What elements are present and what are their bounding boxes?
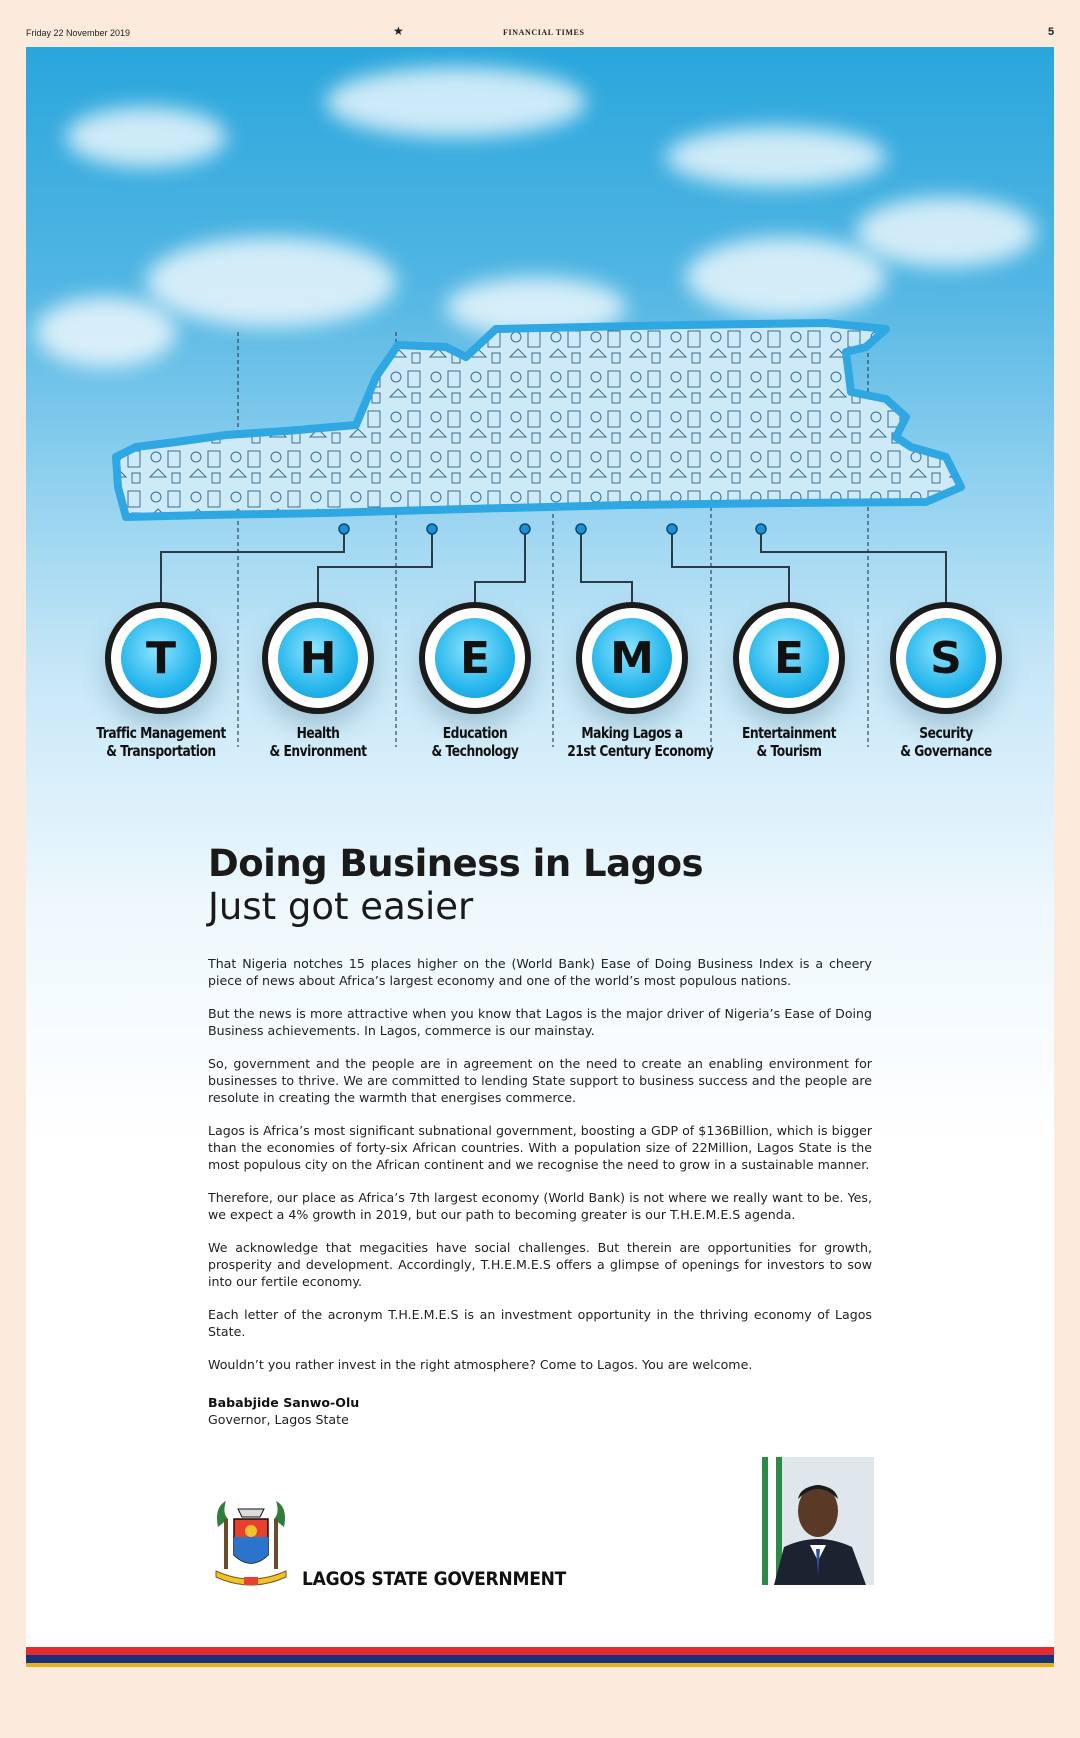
body-paragraph: Lagos is Africa’s most significant subnational government, boosting a GDP of $136Billion, which is bigger than the economies of forty-six African countries. With a population size of 22Million, Lagos State is the most populous city on the African continent and we recognise the need to grow in a sustainable manner. [208,1123,872,1172]
star-icon: ★ [393,24,404,38]
theme-label [253,724,383,760]
body-text [208,955,872,1389]
page-number: 5 [1048,26,1055,38]
stripe-yellow [26,1663,1054,1667]
body-paragraph: Each letter of the acronym T.H.E.M.E.S is an investment opportunity in the thriving economy of Lagos State. [208,1307,872,1339]
theme-label [881,724,1011,760]
theme-ring [105,602,217,714]
theme-label-line: Health [296,724,340,742]
signatory-name: Bababjide Sanwo-Olu [208,1395,360,1410]
theme-letter: S [930,632,962,684]
theme-letter: E [459,632,491,684]
headline: Doing Business in Lagos [208,842,704,885]
theme-letter: T [145,632,176,684]
theme-ring [733,602,845,714]
flag-stripes [26,1647,1054,1667]
theme-label-line: & Transportation [106,742,216,760]
signatory-title: Governor, Lagos State [208,1412,349,1427]
government-name: LAGOS STATE GOVERNMENT [302,1568,567,1590]
portrait-illustration [762,1457,874,1585]
theme-ring [262,602,374,714]
theme-label [410,724,540,760]
body-paragraph: Therefore, our place as Africa’s 7th largest economy (World Bank) is not where we really want to be. Yes, we expect a 4% growth in 2019, but our path to becoming greater is our T.H.E.M.E.S agenda. [208,1190,872,1222]
theme-label-line: Entertainment [741,724,836,742]
stripe-navy [26,1655,1054,1663]
theme-letter: E [773,632,805,684]
theme-letter: M [610,632,654,684]
theme-label-line: & Environment [269,742,367,760]
theme-label-line: & Tourism [756,742,822,760]
issue-date: Friday 22 November 2019 [26,28,131,38]
stripe-red [26,1647,1054,1655]
theme-label-line: Traffic Management [96,724,226,742]
theme-economy [553,602,714,760]
theme-traffic [82,602,240,760]
lagos-map-shape [116,323,961,517]
theme-label-line: Education [442,724,508,742]
theme-label-line: Security [919,724,973,742]
newspaper-name: FINANCIAL TIMES [503,28,585,37]
theme-label-line: Making Lagos a [581,724,683,742]
theme-label-line: & Governance [900,742,992,760]
theme-label [567,724,714,760]
theme-label [96,724,226,760]
theme-ring [576,602,688,714]
theme-letter: H [299,632,337,684]
theme-education [396,602,554,760]
theme-ring [890,602,1002,714]
theme-security [867,602,1025,760]
body-paragraph: That Nigeria notches 15 places higher on the (World Bank) Ease of Doing Business Index is a cheery piece of news about Africa’s largest economy and one of the world’s most populous nations. [208,956,872,988]
body-paragraph: But the news is more attractive when you know that Lagos is the major driver of Nigeria’s Ease of Doing Business achievements. In Lagos, commerce is our mainstay. [208,1006,872,1038]
masthead [0,0,1080,46]
theme-health [239,602,397,760]
body-paragraph: We acknowledge that megacities have social challenges. But therein are opportunities for growth, prosperity and development. Accordingly, T.H.E.M.E.S offers a glimpse of openings for investors to sow into our fertile economy. [208,1240,872,1289]
theme-entertainment [710,602,868,760]
body-paragraph: So, government and the people are in agreement on the need to create an enabling environment for businesses to thrive. We are committed to lending State support to business success and the people are resolute in creating the warmth that energises commerce. [208,1056,872,1105]
lagos-state-crest-icon [208,1497,294,1589]
advert-panel [26,47,1054,1667]
theme-label-line: 21st Century Economy [567,742,714,760]
theme-label-line: & Technology [431,742,519,760]
body-paragraph: Wouldn’t you rather invest in the right atmosphere? Come to Lagos. You are welcome. [208,1357,753,1372]
theme-ring [419,602,531,714]
governor-portrait [762,1457,874,1585]
theme-label [724,724,854,760]
subheadline: Just got easier [208,885,474,928]
